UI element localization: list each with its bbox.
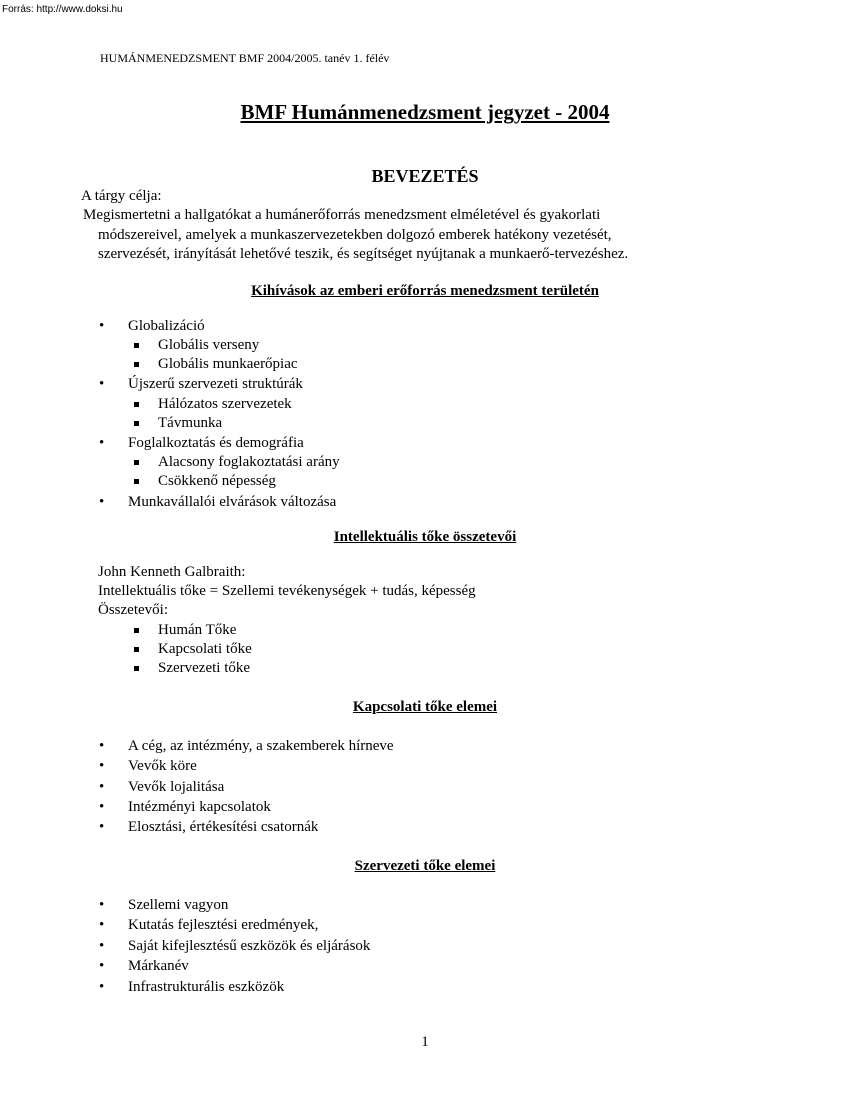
- intellectual-heading: Intellektuális tőke összetevői: [333, 529, 517, 545]
- organizational-heading: Szervezeti tőke elemei: [354, 858, 496, 874]
- list-item: • Szellemi vagyon: [128, 897, 228, 914]
- sub-list-item: Globális munkaerőpiac: [158, 356, 298, 372]
- sub-list-item: Globális verseny: [158, 337, 260, 353]
- list-item: • Márkanév: [128, 958, 189, 975]
- intro-line: Megismertetni a hallgatókat a humánerőforrás menedzsment elméletével és gyakorlati: [83, 207, 601, 223]
- source-note: Forrás: http://www.doksi.hu: [2, 4, 123, 15]
- list-item: • Vevők köre: [128, 758, 197, 775]
- sub-list-item: Szervezeti tőke: [158, 660, 251, 676]
- list-item: • Globalizáció: [128, 318, 205, 335]
- list-item: • A cég, az intézmény, a szakemberek hírneve: [128, 738, 394, 755]
- sub-list-item: Távmunka: [158, 415, 223, 431]
- definition: Intellektuális tőke = Szellemi tevékenységek + tudás, képesség: [98, 583, 476, 599]
- relational-heading: Kapcsolati tőke elemei: [352, 699, 498, 715]
- list-item: • Foglalkoztatás és demográfia: [128, 435, 304, 452]
- list-item: • Saját kifejlesztésű eszközök és eljárások: [128, 938, 370, 955]
- components-label: Összetevői:: [98, 602, 168, 618]
- list-item: • Vevők lojalitása: [128, 779, 224, 796]
- sub-list-item: Csökkenő népesség: [158, 473, 276, 489]
- page-number: 1: [421, 1034, 429, 1050]
- list-item: • Kutatás fejlesztési eredmények,: [128, 917, 318, 934]
- intro-line: szervezését, irányítását lehetővé teszik, és segítséget nyújtanak a munkaerő-tervezéshez.: [98, 246, 629, 262]
- section-title: BEVEZETÉS: [371, 166, 479, 186]
- intro-label: A tárgy célja:: [81, 188, 162, 204]
- list-item: • Infrastrukturális eszközök: [128, 979, 284, 996]
- running-header: HUMÁNMENEDZSMENT BMF 2004/2005. tanév 1. félév: [100, 51, 390, 65]
- challenges-heading: Kihívások az emberi erőforrás menedzsment területén: [251, 283, 599, 299]
- author-name: John Kenneth Galbraith:: [98, 564, 246, 580]
- sub-list-item: Alacsony foglakoztatási arány: [158, 454, 340, 470]
- list-item: • Újszerű szervezeti struktúrák: [128, 376, 303, 393]
- list-item: • Elosztási, értékesítési csatornák: [128, 819, 318, 836]
- sub-list-item: Kapcsolati tőke: [158, 641, 252, 657]
- list-item: • Munkavállalói elvárások változása: [128, 494, 336, 511]
- document-title: BMF Humánmenedzsment jegyzet - 2004: [240, 100, 610, 124]
- sub-list-item: Humán Tőke: [158, 622, 237, 638]
- sub-list-item: Hálózatos szervezetek: [158, 396, 292, 412]
- intro-line: módszereivel, amelyek a munkaszervezetekben dolgozó emberek hatékony vezetését,: [98, 227, 612, 243]
- list-item: • Intézményi kapcsolatok: [128, 799, 271, 816]
